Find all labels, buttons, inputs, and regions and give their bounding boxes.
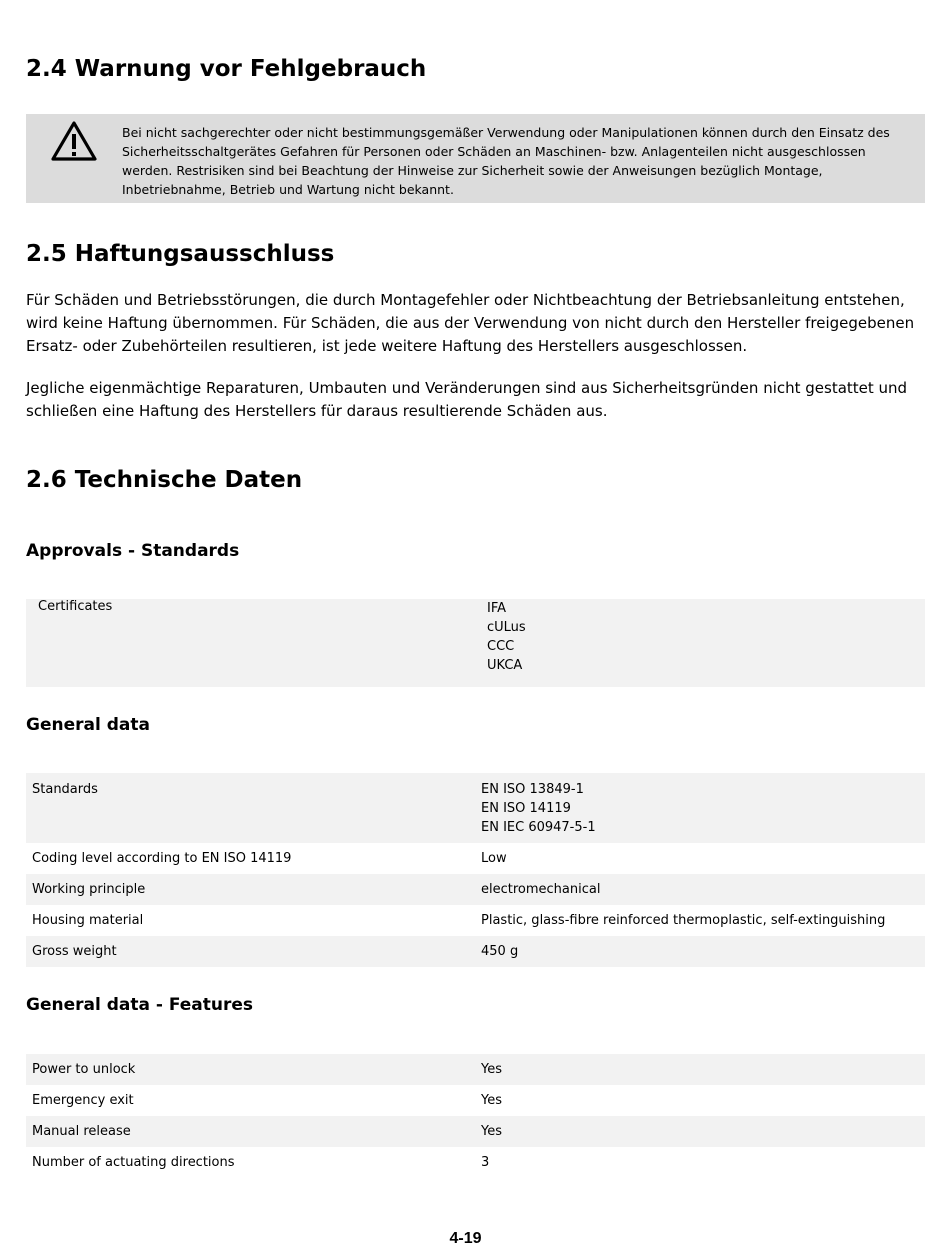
table-row [26,874,925,905]
row-value [475,773,925,843]
row-value: Yes [481,1124,502,1139]
standard-value: EN ISO 14119 [481,801,571,816]
approvals-heading: Approvals - Standards [26,541,240,561]
row-label: Coding level according to EN ISO 14119 [32,851,292,866]
table-row [26,936,925,967]
row-label: Gross weight [32,944,117,959]
warning-triangle-icon [50,120,98,162]
row-label: Housing material [32,913,144,928]
table-row [26,1116,925,1147]
table-row [26,1054,925,1085]
row-label: Manual release [32,1124,131,1139]
warning-box [26,114,925,203]
certificate-value: UKCA [487,658,523,673]
table-row [26,905,925,936]
row-label: Standards [32,782,98,797]
row-value: Yes [481,1062,502,1077]
section-heading-2-6: 2.6 Technische Daten [26,467,303,493]
certificate-value: CCC [487,639,515,654]
table-row [26,1147,925,1178]
row-value: electromechanical [481,882,601,897]
table-row [26,843,925,874]
section-heading-2-5: 2.5 Haftungsausschluss [26,241,335,267]
table-row [26,1085,925,1116]
table-row [26,773,925,843]
standard-value: EN ISO 13849-1 [481,782,584,797]
disclaimer-paragraph-1: Für Schäden und Betriebsstörungen, die durch Montagefehler oder Nichtbeachtung der Betriebsanleitung entstehen, wird keine Haftung übernommen. Für Schäden, die aus der Verwendung von nicht durch den Hersteller freigegebenen Ersatz- oder Zubehörteilen resultieren, ist jede weitere Haftung des Herstellers ausgeschlossen. [26,291,915,355]
general-data-heading: General data [26,715,150,735]
row-value: 3 [481,1155,490,1170]
disclaimer-paragraph-2: Jegliche eigenmächtige Reparaturen, Umbauten und Veränderungen sind aus Sicherheitsgründen nicht gestattet und schließen eine Haftung des Herstellers für daraus resultierende Schäden aus. [26,379,908,420]
row-value: Yes [481,1093,502,1108]
page-number: 4-19 [449,1230,482,1247]
row-value: 450 g [481,944,519,959]
table-row [26,599,925,687]
features-heading: General data - Features [26,995,254,1015]
certificate-value: cULus [487,620,526,635]
standard-value: EN IEC 60947-5-1 [481,820,596,835]
row-label: Power to unlock [32,1062,136,1077]
row-value: Low [481,851,507,866]
row-value [481,599,925,687]
row-label: Working principle [32,882,146,897]
section-heading-2-4: 2.4 Warnung vor Fehlgebrauch [26,56,427,82]
features-table [26,1054,925,1178]
warning-text: Bei nicht sachgerechter oder nicht bestimmungsgemäßer Verwendung oder Manipulationen können durch den Einsatz des Sicherheitsschaltgerätes Gefahren für Personen oder Schäden an Maschinen- bzw. Anlagenteilen nicht ausgeschlossen werden. Restrisiken sind bei Beachtung der Hinweise zur Sicherheit sowie der Anweisungen bezüglich Montage, Inbetriebnahme, Betrieb und Wartung nicht bekannt. [122,125,890,197]
row-value: Plastic, glass-fibre reinforced thermoplastic, self-extinguishing [481,913,886,928]
certificate-value: IFA [487,601,507,616]
general-data-table [26,773,925,967]
approvals-table [26,599,925,687]
row-label: Certificates [38,599,113,614]
row-label: Number of actuating directions [32,1155,235,1170]
row-label: Emergency exit [32,1093,134,1108]
